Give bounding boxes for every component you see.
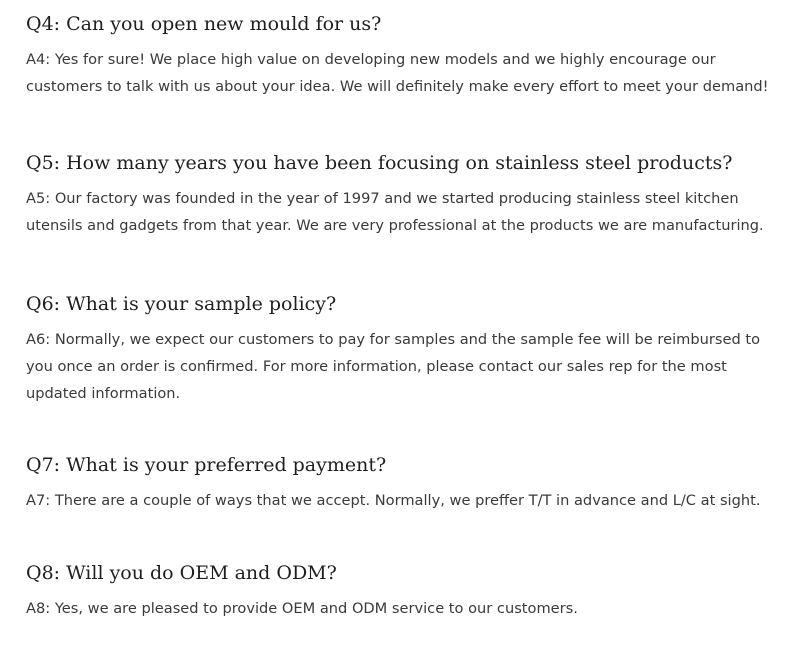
answer-a4: A4: Yes for sure! We place high value on developing new models and we highly encourage our customers to talk with us about your idea. We will definitely make every effort to meet your demand!: [26, 51, 769, 95]
answer-a7: A7: There are a couple of ways that we accept. Normally, we preffer T/T in advance and L/C at sight.: [26, 492, 761, 509]
answer-a6: A6: Normally, we expect our customers to pay for samples and the sample fee will be reimbursed to you once an order is confirmed. For more information, please contact our sales rep for the most updated information.: [26, 331, 761, 402]
faq-item-q5: [26, 151, 778, 239]
question-q7: Q7: What is your preferred payment?: [26, 454, 387, 476]
question-q6: Q6: What is your sample policy?: [26, 293, 337, 315]
question-q8: Q8: Will you do OEM and ODM?: [26, 562, 337, 584]
question-q4: Q4: Can you open new mould for us?: [26, 13, 382, 35]
faq-item-q8: [26, 561, 778, 622]
faq-item-q7: [26, 453, 778, 514]
answer-a8: A8: Yes, we are pleased to provide OEM and ODM service to our customers.: [26, 600, 578, 617]
question-q5: Q5: How many years you have been focusing on stainless steel products?: [26, 152, 733, 174]
answer-a5: A5: Our factory was founded in the year of 1997 and we started producing stainless steel kitchen utensils and gadgets from that year. We are very professional at the products we are manufacturing.: [26, 190, 764, 234]
faq-item-q4: [26, 12, 778, 100]
faq-item-q6: [26, 292, 778, 407]
